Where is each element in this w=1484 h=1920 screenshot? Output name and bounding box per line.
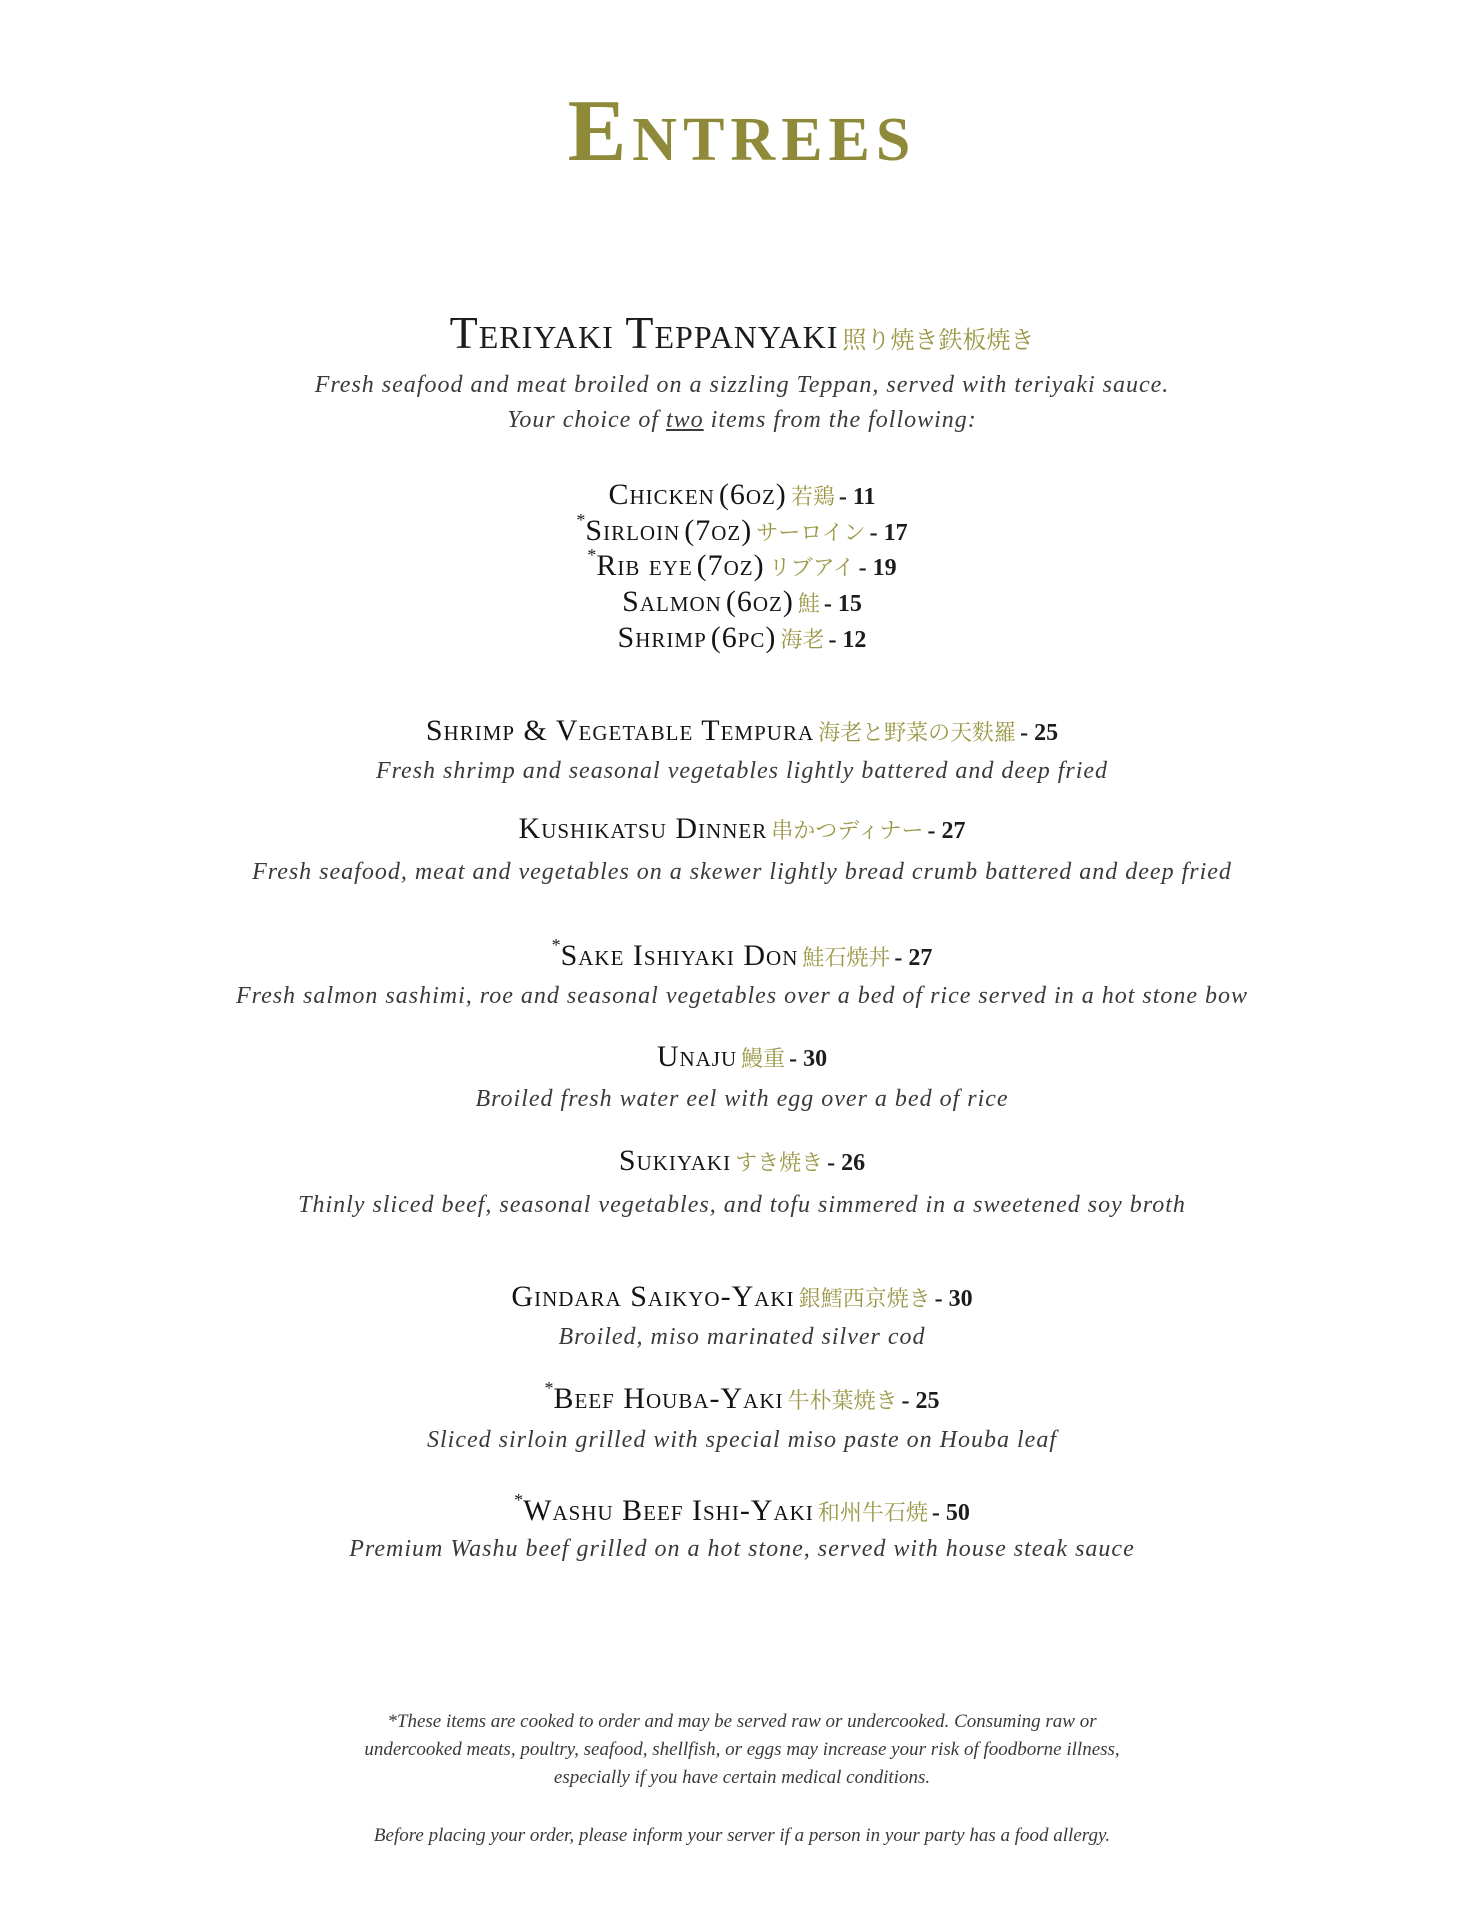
entree-name: Sukiyaki — [618, 1144, 732, 1177]
entree-heading — [0, 808, 1484, 845]
option-jp: 海老 — [780, 628, 825, 653]
option-row — [0, 474, 1484, 511]
entree-heading — [0, 1490, 1484, 1527]
entree-price: - 27 — [894, 945, 933, 971]
option-row — [0, 581, 1484, 618]
entree-price: - 50 — [931, 1500, 970, 1526]
entree-heading — [0, 1140, 1484, 1177]
entree-jp: 鰻重 — [741, 1047, 786, 1072]
option-name: Salmon — [622, 585, 722, 618]
option-size: (6oz) — [725, 585, 794, 618]
allergy-note: Before placing your order, please inform your server if a person in your party has a food allergy. — [373, 1825, 1111, 1846]
entree-jp: すき焼き — [735, 1151, 824, 1176]
entree-description: Fresh shrimp and seasonal vegetables lightly battered and deep fried — [375, 758, 1109, 784]
teppanyaki-heading — [0, 307, 1484, 358]
option-row — [0, 510, 1484, 547]
option-jp: 若鶏 — [790, 485, 835, 510]
entree-name: Beef Houba-Yaki — [553, 1382, 784, 1415]
option-size: (7oz) — [696, 549, 765, 582]
entree-description: Thinly sliced beef, seasonal vegetables, and tofu simmered in a sweetened soy broth — [298, 1192, 1186, 1218]
option-name: Chicken — [608, 478, 715, 511]
entree-jp: 鮭石焼丼 — [802, 946, 891, 971]
entree-description: Premium Washu beef grilled on a hot stone, served with house steak sauce — [349, 1536, 1135, 1562]
entree-star: * — [544, 1378, 554, 1398]
entree-jp: 海老と野菜の天麩羅 — [818, 721, 1017, 746]
entree-jp: 串かつディナー — [771, 819, 924, 844]
option-price: - 12 — [828, 627, 867, 653]
entree-description: Fresh salmon sashimi, roe and seasonal vegetables over a bed of rice served in a hot stone bow — [235, 983, 1249, 1009]
option-size: (7oz) — [684, 514, 753, 547]
entree-name: Unaju — [656, 1040, 738, 1073]
option-price: - 19 — [858, 555, 897, 581]
teppanyaki-jp: 照り焼き鉄板焼き — [842, 326, 1035, 354]
option-row — [0, 545, 1484, 582]
teppanyaki-name: Teriyaki Teppanyaki — [449, 307, 839, 358]
option-size: (6pc) — [710, 621, 777, 654]
desc-choice-pre: Your choice of — [507, 407, 659, 433]
option-name: Rib eye — [596, 549, 693, 582]
raw-warning-line-1: *These items are cooked to order and may be served raw or undercooked. Consuming raw or — [387, 1711, 1097, 1732]
entree-jp: 銀鱈西京焼き — [798, 1287, 931, 1312]
entree-heading — [0, 1276, 1484, 1313]
option-jp: 鮭 — [797, 592, 820, 617]
entree-description: Sliced sirloin grilled with special miso paste on Houba leaf — [427, 1427, 1057, 1453]
entree-heading — [0, 710, 1484, 747]
option-price: - 17 — [869, 520, 908, 546]
entree-price: - 27 — [927, 818, 966, 844]
entree-price: - 30 — [789, 1046, 828, 1072]
option-row — [0, 617, 1484, 654]
option-jp: サーロイン — [756, 521, 866, 546]
entree-price: - 26 — [827, 1150, 866, 1176]
entree-description: Broiled, miso marinated silver cod — [558, 1324, 926, 1350]
option-size: (6oz) — [718, 478, 787, 511]
option-jp: リブアイ — [768, 556, 855, 581]
desc-choice-post: items from the following: — [710, 407, 977, 433]
option-star: * — [576, 510, 586, 530]
option-name: Sirloin — [585, 514, 681, 547]
option-price: - 15 — [823, 591, 862, 617]
entree-name: Kushikatsu Dinner — [518, 812, 768, 845]
entree-name: Washu Beef Ishi-Yaki — [523, 1494, 814, 1527]
entree-price: - 25 — [1020, 720, 1059, 746]
option-star: * — [587, 545, 597, 565]
entree-heading — [0, 1036, 1484, 1073]
page-title: Entrees — [567, 83, 917, 180]
entree-star: * — [551, 935, 561, 955]
option-name: Shrimp — [617, 621, 707, 654]
entree-name: Gindara Saikyo-Yaki — [511, 1280, 795, 1313]
entree-star: * — [514, 1490, 524, 1510]
entree-price: - 25 — [901, 1388, 940, 1414]
entree-description: Broiled fresh water eel with egg over a bed of rice — [475, 1086, 1009, 1112]
entree-price: - 30 — [934, 1286, 973, 1312]
entree-name: Shrimp & Vegetable Tempura — [425, 714, 815, 747]
option-price: - 11 — [838, 484, 876, 510]
entree-jp: 和州牛石焼 — [817, 1501, 928, 1526]
desc-choice-underlined: two — [665, 407, 704, 433]
raw-warning-line-3: especially if you have certain medical conditions. — [553, 1767, 931, 1788]
entree-description: Fresh seafood, meat and vegetables on a skewer lightly bread crumb battered and deep fried — [252, 859, 1232, 885]
entree-jp: 牛朴葉焼き — [787, 1389, 898, 1414]
entree-heading — [0, 935, 1484, 972]
teppanyaki-desc-2 — [0, 408, 1484, 432]
raw-warning-line-2: undercooked meats, poultry, seafood, shellfish, or eggs may increase your risk of foodborne illness, — [364, 1739, 1120, 1760]
teppanyaki-desc-1: Fresh seafood and meat broiled on a sizzling Teppan, served with teriyaki sauce. — [314, 372, 1170, 398]
entree-heading — [0, 1378, 1484, 1415]
entree-name: Sake Ishiyaki Don — [560, 939, 799, 972]
